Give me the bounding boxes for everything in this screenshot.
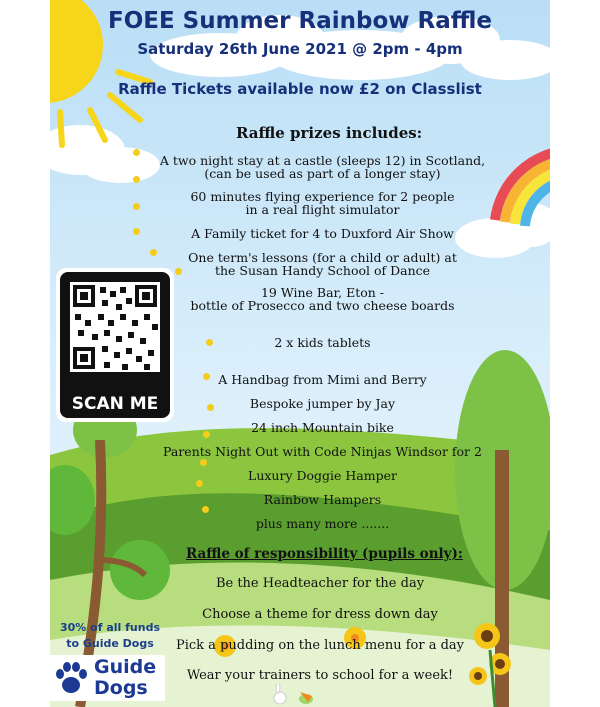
poster-title: FOEE Summer Rainbow Raffle — [107, 8, 493, 34]
prize-item: Rainbow Hampers — [263, 492, 382, 507]
prizes-heading: Raffle prizes includes: — [236, 124, 423, 142]
ticket-info: Raffle Tickets available now £2 on Classlist — [118, 80, 482, 98]
qr-code — [70, 282, 160, 372]
logo-text-dogs: Dogs — [94, 677, 148, 699]
responsibility-item: Be the Headteacher for the day — [215, 576, 425, 591]
prize-item: Bespoke jumper by Jay — [249, 396, 396, 411]
bullet-dot — [133, 203, 140, 210]
responsibility-item: Pick a pudding on the lunch menu for a day — [175, 638, 465, 653]
paw-icon — [54, 661, 88, 695]
scan-me-label: SCAN ME — [60, 390, 170, 418]
prize-item: 24 inch Mountain bike — [251, 420, 394, 435]
prize-item: A Family ticket for 4 to Duxford Air Show — [191, 226, 454, 241]
prize-item: 60 minutes flying experience for 2 people in a real flight simulator — [190, 189, 455, 217]
prize-item: A two night stay at a castle (sleeps 12) in Scotland, (can be used as part of a longer stay) — [159, 153, 486, 181]
bullet-dot — [133, 149, 140, 156]
bullet-dot — [203, 373, 210, 380]
responsibility-item: Wear your trainers to school for a week! — [186, 668, 454, 683]
charity-line-2: to Guide Dogs — [66, 637, 154, 650]
prize-item: One term's lessons (for a child or adult) at the Susan Handy School of Dance — [188, 250, 457, 278]
poster-background — [50, 0, 550, 707]
charity-line-1: 30% of all funds — [60, 621, 160, 634]
bullet-dot — [196, 480, 203, 487]
bunny-icon — [270, 684, 320, 706]
bullet-dot — [133, 176, 140, 183]
bullet-dot — [200, 459, 207, 466]
logo-text-guide: Guide — [94, 656, 157, 678]
bullet-dot — [206, 339, 213, 346]
prize-item: Luxury Doggie Hamper — [248, 468, 397, 483]
prize-item: Parents Night Out with Code Ninjas Windsor for 2 — [163, 444, 482, 459]
bullet-dot — [207, 404, 214, 411]
event-date: Saturday 26th June 2021 @ 2pm - 4pm — [137, 40, 463, 58]
prize-item: plus many more ....... — [255, 516, 390, 531]
prize-item: 19 Wine Bar, Eton - bottle of Prosecco and two cheese boards — [190, 285, 455, 313]
responsibility-heading: Raffle of responsibility (pupils only): — [186, 546, 463, 562]
responsibility-item: Choose a theme for dress down day — [202, 607, 438, 622]
bullet-dot — [175, 268, 182, 275]
bullet-dot — [150, 249, 157, 256]
bullet-dot — [203, 431, 210, 438]
bullet-dot — [202, 506, 209, 513]
prize-item: 2 x kids tablets — [274, 335, 371, 350]
bullet-dot — [133, 228, 140, 235]
prize-item: A Handbag from Mimi and Berry — [218, 372, 427, 387]
